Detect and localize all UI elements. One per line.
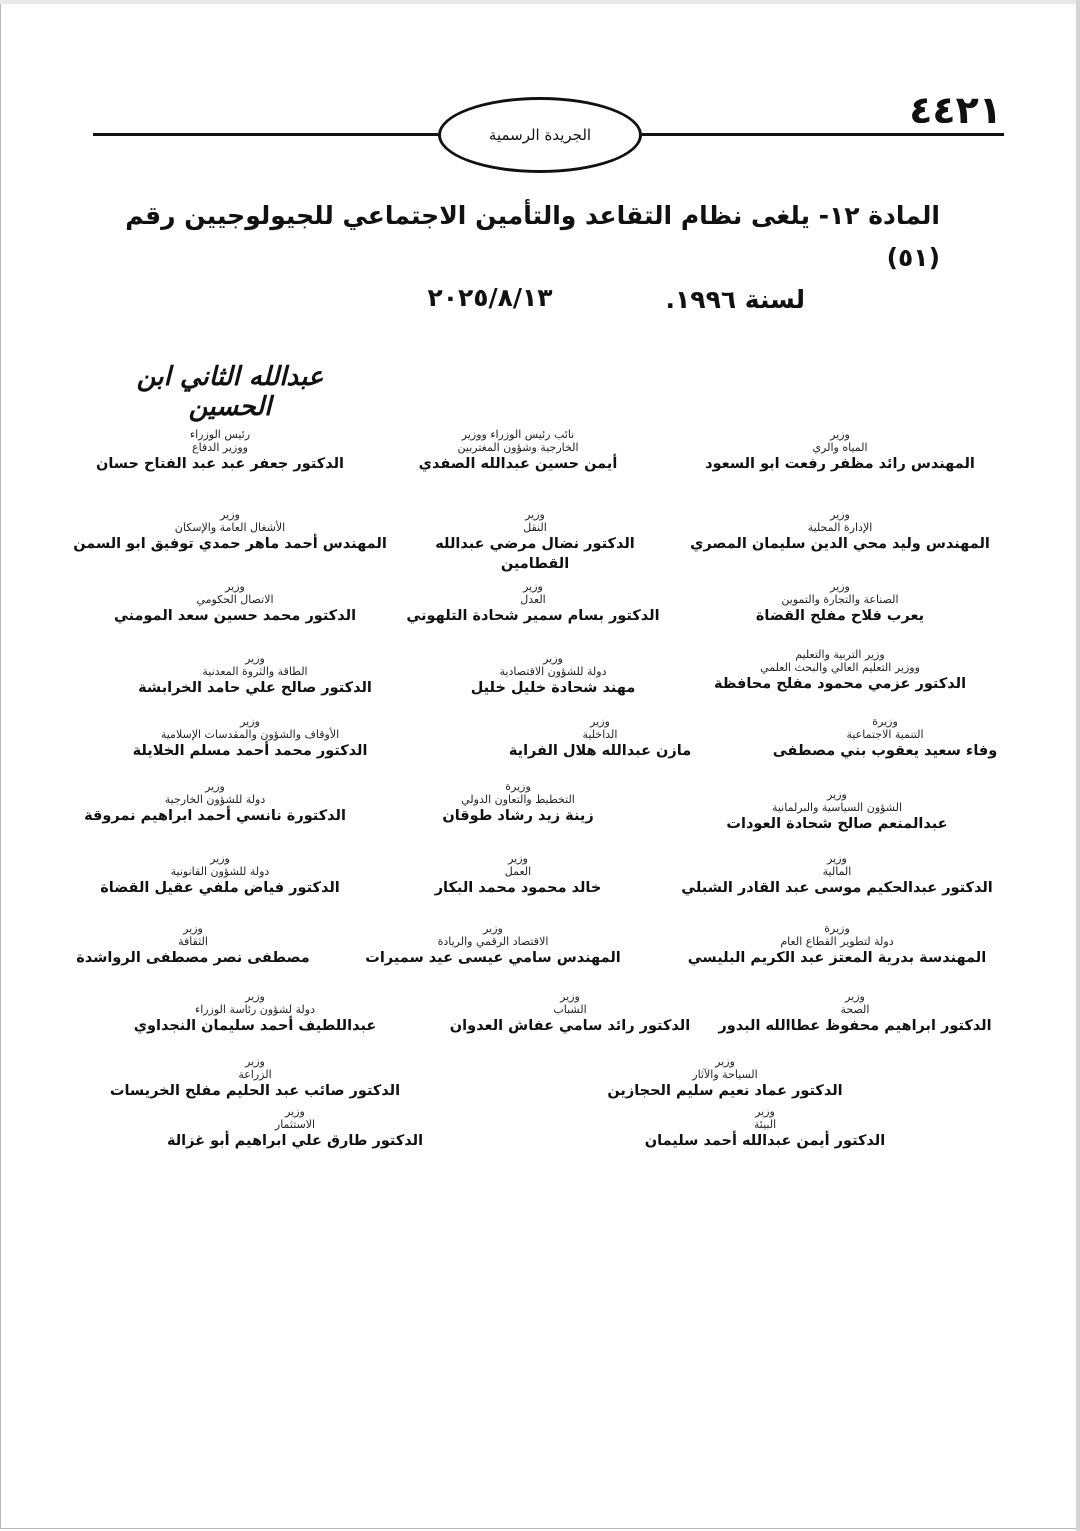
scrollbar-track[interactable] <box>1076 0 1080 1531</box>
signatory <box>90 990 420 1036</box>
signatory-title: وزير الثقافة <box>178 922 208 948</box>
signatory-title: وزير دولة للشؤون القانونية <box>170 852 270 878</box>
signatory-name: المهندس رائد مظفر رفعت ابو السعود <box>705 456 975 472</box>
signatory-name: الدكتور جعفر عبد عبد الفتاح حسان <box>95 456 344 472</box>
signatory-name: يعرب فلاح مفلح القضاة <box>755 608 925 624</box>
signatory-title: نائب رئيس الوزراء ووزير الخارجية وشؤون المغتربين <box>457 428 579 454</box>
signatory-name: عبدالمنعم صالح شحادة العودات <box>726 816 948 832</box>
decree-date: ٢٠٢٥/٨/١٣ <box>427 283 553 312</box>
signatory <box>435 715 765 761</box>
signatory-title: وزير السياحة والآثار <box>692 1055 758 1081</box>
signatory-title: وزير البيئة <box>753 1105 777 1131</box>
signatory <box>560 1055 890 1101</box>
signatory-name: المهندس أحمد ماهر حمدي توفيق ابو السمن <box>73 536 387 552</box>
signatory-title: وزيرة التنمية الاجتماعية <box>846 715 924 741</box>
signatory <box>90 1055 420 1101</box>
signatory <box>55 852 385 898</box>
signatory-name: وفاء سعيد يعقوب بني مصطفى <box>772 743 998 759</box>
article-line-1: المادة ١٢- يلغى نظام التقاعد والتأمين الاجتماعي للجيولوجيين رقم (٥١) <box>125 201 940 272</box>
signatory-name: الدكتور صالح علي حامد الخرابشة <box>138 680 372 696</box>
signatory-title: وزير المالية <box>822 852 852 878</box>
header-rule-right <box>642 133 1004 136</box>
signatory <box>90 652 420 698</box>
signatory-name: الدكتور رائد سامي عفاش العدوان <box>449 1018 691 1034</box>
signatory-title: وزير الطاقة والثروة المعدنية <box>202 652 308 678</box>
signatory <box>675 428 1005 474</box>
signatory-title: وزير الصحة <box>840 990 870 1016</box>
signatory-title: وزير الزراعة <box>238 1055 272 1081</box>
signatory-name: الدكتور صائب عبد الحليم مفلح الخريسات <box>109 1083 401 1099</box>
signatory-name: الدكتور عماد نعيم سليم الحجازين <box>607 1083 843 1099</box>
signatory-name: الدكتور عبدالحكيم موسى عبد القادر الشبلي <box>681 880 993 896</box>
top-edge <box>0 0 1080 4</box>
signatory-title: وزير العدل <box>520 580 546 606</box>
signatory-name: المهندس سامي عيسى عيد سميرات <box>365 950 621 966</box>
signatory <box>672 852 1002 898</box>
signatory-title: وزير الشؤون السياسية والبرلمانية <box>771 788 903 814</box>
signatory-name: أيمن حسين عبدالله الصفدي <box>418 456 618 472</box>
signatory-title: وزير دولة لشؤون رئاسة الوزراء <box>195 990 315 1016</box>
signatory <box>405 990 735 1036</box>
signatory <box>70 580 400 626</box>
signatory <box>675 648 1005 694</box>
signatory-name: الدكتور ابراهيم محفوظ عطاالله البدور <box>718 1018 992 1034</box>
signatory-title: وزير الأوقاف والشؤون والمقدسات الإسلامية <box>160 715 340 741</box>
signatory-title: وزير المياه والري <box>812 428 868 454</box>
signatory <box>55 428 385 474</box>
signatory-name: الدكتور عزمي محمود مفلح محافظة <box>713 676 967 692</box>
signatory-title: وزير دولة للشؤون الاقتصادية <box>499 652 607 678</box>
signatory-title: وزير دولة للشؤون الخارجية <box>164 780 266 806</box>
signatory <box>368 580 698 626</box>
signatory-title: وزير العمل <box>504 852 532 878</box>
royal-signature: عبدالله الثاني ابن الحسين <box>136 362 324 422</box>
signatory-title: وزير الاستثمار <box>274 1105 316 1131</box>
signatory <box>328 922 658 968</box>
signatory-name: مازن عبدالله هلال الفراية <box>508 743 692 759</box>
signatory <box>353 780 683 826</box>
signatory-name: زينة زيد رشاد طوقان <box>442 808 594 824</box>
signatory-title: وزير الشباب <box>553 990 587 1016</box>
signatory <box>672 788 1002 834</box>
signatory-name: الدكتور أيمن عبدالله أحمد سليمان <box>644 1133 886 1149</box>
signatory-name: الدكتور فياض ملفي عقيل القضاة <box>100 880 340 896</box>
signatory-name: الدكتور نضال مرضي عبدالله القطامين <box>435 536 635 572</box>
gazette-emblem <box>438 97 642 173</box>
signatory-name: الدكتور محمد حسين سعد المومني <box>113 608 357 624</box>
article-line-2: لسنة ١٩٩٦. <box>665 285 805 314</box>
signatory-title: وزير التربية والتعليم ووزير التعليم العالي والبحث العلمي <box>760 648 920 674</box>
signatory-name: المهندسة بدرية المعتز عبد الكريم البليسي <box>687 950 987 966</box>
signatory <box>600 1105 930 1151</box>
signatory-name: مصطفى نصر مصطفى الرواشدة <box>76 950 310 966</box>
signatory <box>415 508 655 574</box>
signatory-name: مهند شحادة خليل خليل <box>470 680 636 696</box>
signatory <box>388 652 718 698</box>
signatory <box>50 780 380 826</box>
signatory <box>675 580 1005 626</box>
signatory <box>353 852 683 898</box>
signatory-name: الدكتور محمد أحمد مسلم الخلايلة <box>132 743 368 759</box>
signatory-title: وزير النقل <box>523 508 547 534</box>
signatory-name: خالد محمود محمد البكار <box>434 880 602 896</box>
signatory-title: وزير الصناعة والتجارة والتموين <box>781 580 899 606</box>
signatory-name: الدكتورة نانسي أحمد ابراهيم نمروقة <box>84 808 346 824</box>
signatory-title: رئيس الوزراء ووزير الدفاع <box>189 428 251 454</box>
signatory-name: عبداللطيف أحمد سليمان النجداوي <box>133 1018 377 1034</box>
signatory <box>720 715 1050 761</box>
emblem-text: الجريدة الرسمية <box>488 126 592 144</box>
signatory-title: وزير الاقتصاد الرقمي والريادة <box>437 922 549 948</box>
page-number: ٤٤٢١ <box>909 88 1002 132</box>
signatory-name: الدكتور طارق علي ابراهيم أبو غزالة <box>166 1133 424 1149</box>
signatory <box>672 922 1002 968</box>
signatory-name: المهندس وليد محي الدين سليمان المصري <box>690 536 990 552</box>
header-rule-left <box>93 133 438 136</box>
signatory <box>690 990 1020 1036</box>
signatory <box>130 1105 460 1151</box>
signatory <box>85 715 415 761</box>
signatory-title: وزير الاتصال الحكومي <box>196 580 274 606</box>
signatory <box>65 508 395 554</box>
signatory <box>675 508 1005 554</box>
signatory-title: وزيرة التخطيط والتعاون الدولي <box>461 780 575 806</box>
signatory <box>353 428 683 474</box>
signatory-title: وزير الداخلية <box>582 715 618 741</box>
signatory-title: وزير الأشغال العامة والإسكان <box>174 508 286 534</box>
signatory-name: الدكتور بسام سمير شحادة التلهوني <box>406 608 660 624</box>
signatory <box>28 922 358 968</box>
signatory-title: وزيرة دولة لتطوير القطاع العام <box>780 922 894 948</box>
signatory-title: وزير الإدارة المحلية <box>807 508 873 534</box>
